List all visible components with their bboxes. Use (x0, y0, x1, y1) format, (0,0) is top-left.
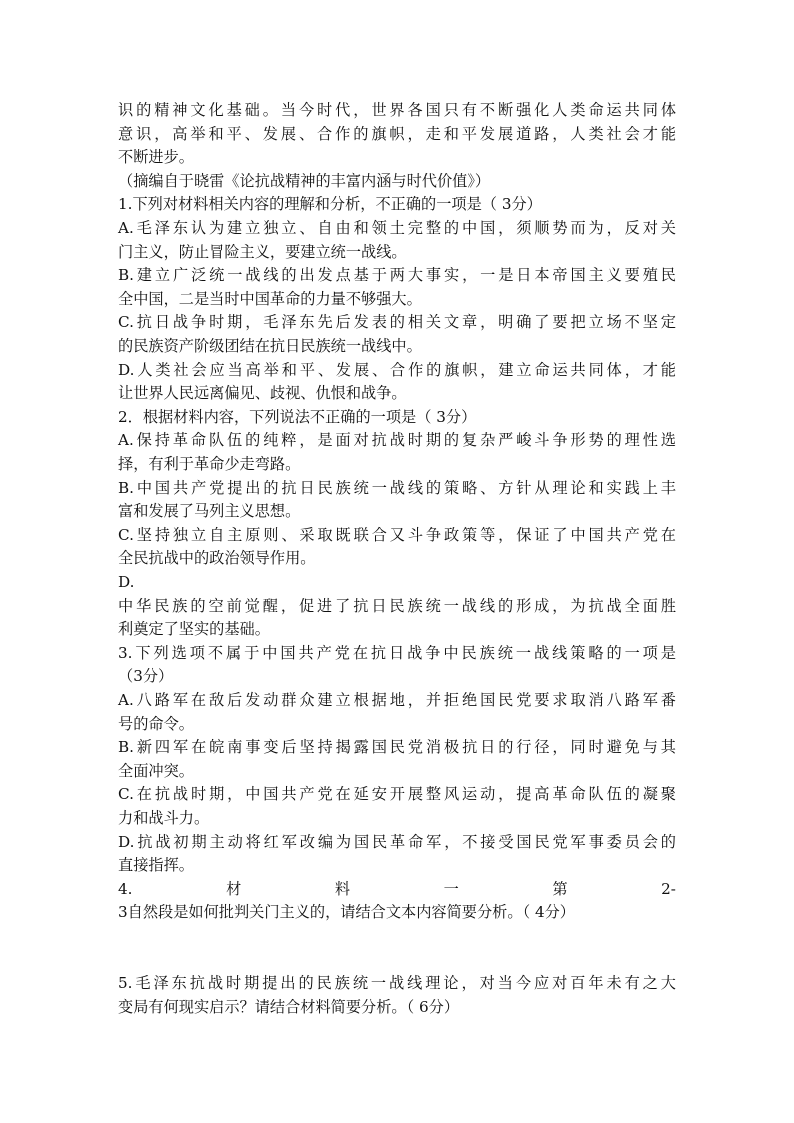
text-line: 号的命令。 (118, 714, 194, 733)
text-line: 3.下列选项不属于中国共产党在抗日战争中民族统一战线策略的一项是 (118, 643, 676, 662)
text-line: 全中国，二是当时中国革命的力量不够强大。 (118, 289, 422, 308)
question-4-line-1 (118, 879, 676, 899)
text-line: 让世界人民远离偏见、歧视、仇恨和战争。 (118, 384, 407, 403)
text-line: 中华民族的空前觉醒，促进了抗日民族统一战线的形成，为抗战全面胜 (118, 596, 676, 615)
spread-word: 一 (443, 879, 459, 898)
text-line: C.抗日战争时期，毛泽东先后发表的相关文章，明确了要把立场不坚定 (118, 313, 676, 332)
text-line: （摘编自于晓雷《论抗战精神的丰富内涵与时代价值》） (118, 171, 491, 190)
text-line: 识的精神文化基础。当今时代，世界各国只有不断强化人类命运共同体 (118, 101, 676, 119)
text-line: 全民抗战中的政治领导作用。 (118, 549, 316, 568)
text-line: 门主义，防止冒险主义，要建立统一战线。 (118, 242, 407, 261)
text-line: 1.下列对材料相关内容的理解和分析，不正确的一项是（ 3分） (118, 195, 542, 214)
text-line: 不断进步。 (118, 148, 194, 167)
question-4-line-2: 3自然段是如何批判关门主义的，请结合文本内容简要分析。（ 4分） (118, 903, 575, 922)
text-line: 直接指挥。 (118, 856, 194, 875)
text-line: （3分） (118, 667, 174, 686)
text-line: 意识，高举和平、发展、合作的旗帜，走和平发展道路，人类社会才能 (118, 124, 676, 143)
text-line: A.毛泽东认为建立独立、自由和领土完整的中国，须顺势而为，反对关 (118, 219, 676, 237)
text-line: D. (118, 573, 135, 591)
question-5-line-2: 变局有何现实启示？请结合材料简要分析。（ 6分） (118, 997, 460, 1016)
text-line: B.建立广泛统一战线的出发点基于两大事实，一是日本帝国主义要殖民 (118, 266, 676, 285)
text-line: D.人类社会应当高举和平、发展、合作的旗帜，建立命运共同体，才能 (118, 360, 676, 379)
text-line: 利奠定了坚实的基础。 (118, 620, 270, 639)
text-line: A.八路军在敌后发动群众建立根据地，并拒绝国民党要求取消八路军番 (118, 691, 676, 709)
spread-word: 料 (334, 879, 351, 898)
question-5-line-1: 5.毛泽东抗战时期提出的民族统一战线理论，对当今应对百年未有之大 (118, 974, 676, 993)
text-line: 2．根据材料内容，下列说法不正确的一项是（ 3分） (118, 407, 477, 426)
text-line: C.坚持独立自主原则、采取既联合又斗争政策等，保证了中国共产党在 (118, 525, 676, 544)
text-line: C.在抗战时期，中国共产党在延安开展整风运动，提高革命队伍的凝聚 (118, 785, 676, 804)
text-line: 全面冲突。 (118, 761, 194, 780)
spread-word: 材 (226, 879, 242, 898)
text-line: 富和发展了马列主义思想。 (118, 502, 301, 521)
text-line: A.保持革命队伍的纯粹，是面对抗战时期的复杂严峻斗争形势的理性选 (118, 431, 676, 450)
text-line: 择，有利于革命少走弯路。 (118, 455, 301, 473)
text-line: 的民族资产阶级团结在抗日民族统一战线中。 (118, 337, 422, 355)
spread-word: 第 (552, 879, 568, 898)
spread-word: 2- (661, 879, 676, 898)
text-line: 力和战斗力。 (118, 809, 210, 827)
text-line: B.新四军在皖南事变后坚持揭露国民党消极抗日的行径，同时避免与其 (118, 738, 676, 757)
text-line: B.中国共产党提出的抗日民族统一战线的策略、方针从理论和实践上丰 (118, 478, 676, 497)
spread-word: 4. (118, 879, 133, 898)
text-line: D.抗战初期主动将红军改编为国民革命军，不接受国民党军事委员会的 (118, 832, 676, 851)
